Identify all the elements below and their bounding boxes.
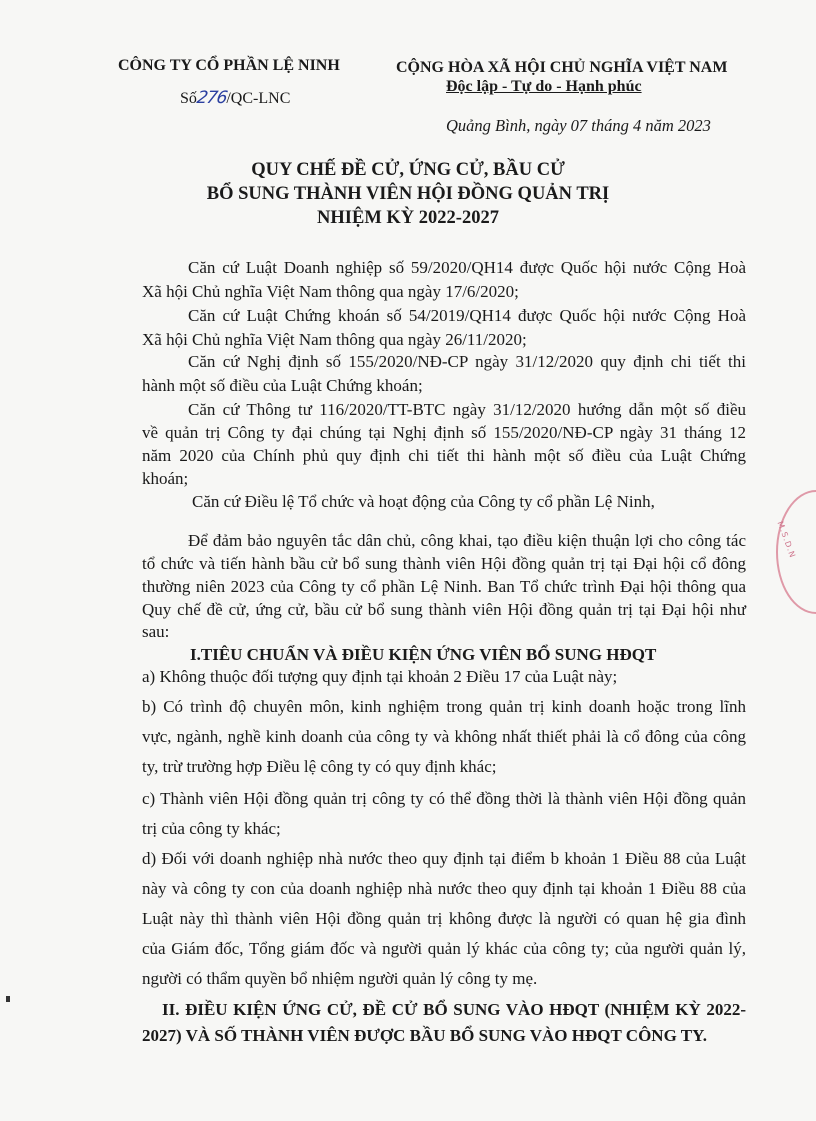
title-line-3: NHIỆM KỲ 2022-2027: [317, 208, 499, 228]
company-name: CÔNG TY CỔ PHẦN LỆ NINH: [118, 57, 340, 74]
section-1-item-b-line-3: ty, trừ trường hợp Điều lệ công ty có quy định khác;: [142, 757, 497, 776]
basis-3-line-1: Căn cứ Nghị định số 155/2020/NĐ-CP ngày 31/12/2020 quy định chi tiết thi: [188, 352, 746, 371]
basis-4-line-3: năm 2020 của Chính phủ quy định chi tiết thi hành một số điều của Luật Chứng: [142, 446, 746, 465]
document-number: [180, 88, 290, 108]
basis-4-line-2: về quản trị Công ty đại chúng tại Nghị định số 155/2020/NĐ-CP ngày 31 tháng 12: [142, 423, 746, 442]
section-1-item-c-line-1: c) Thành viên Hội đồng quản trị công ty có thể đồng thời là thành viên Hội đồng quản: [142, 789, 746, 808]
section-1-item-a: a) Không thuộc đối tượng quy định tại khoản 2 Điều 17 của Luật này;: [142, 667, 618, 686]
scan-mark: [6, 996, 10, 1002]
basis-4-line-1: Căn cứ Thông tư 116/2020/TT-BTC ngày 31/12/2020 hướng dẫn một số điều: [188, 400, 746, 419]
place-date: Quảng Bình, ngày 07 tháng 4 năm 2023: [446, 116, 711, 135]
basis-2-line-2: Xã hội Chủ nghĩa Việt Nam thông qua ngày 26/11/2020;: [142, 330, 527, 349]
national-motto: Độc lập - Tự do - Hạnh phúc: [446, 78, 642, 95]
doc-number-handwritten: 276: [195, 88, 229, 108]
section-2-heading-line-1: II. ĐIỀU KIỆN ỨNG CỬ, ĐỀ CỬ BỔ SUNG VÀO HĐQT (NHIỆM KỲ 2022-: [162, 1000, 746, 1019]
intro-line-1: Để đảm bảo nguyên tắc dân chủ, công khai, tạo điều kiện thuận lợi cho công tác: [188, 531, 746, 550]
company-stamp: [776, 490, 816, 614]
doc-number-prefix: Số: [180, 90, 197, 107]
doc-number-suffix: /QC-LNC: [226, 90, 291, 107]
basis-3-line-2: hành một số điều của Luật Chứng khoán;: [142, 376, 423, 395]
section-1-item-b-line-2: vực, ngành, nghề kinh doanh của công ty và không nhất thiết phải là cổ đông của công: [142, 727, 746, 746]
section-1-item-d-line-1: d) Đối với doanh nghiệp nhà nước theo quy định tại điểm b khoản 1 Điều 88 của Luật: [142, 849, 746, 868]
republic-name: CỘNG HÒA XÃ HỘI CHỦ NGHĨA VIỆT NAM: [396, 59, 728, 76]
intro-line-3: thường niên 2023 của Công ty cổ phần Lệ Ninh. Ban Tổ chức trình Đại hội thông qua: [142, 577, 746, 596]
section-1-item-d-line-2: này và công ty con của doanh nghiệp nhà nước theo quy định tại khoản 1 Điều 88 của: [142, 879, 746, 898]
basis-5: Căn cứ Điều lệ Tổ chức và hoạt động của Công ty cổ phần Lệ Ninh,: [192, 492, 655, 511]
section-1-item-c-line-2: trị của công ty khác;: [142, 819, 281, 838]
title-line-1: QUY CHẾ ĐỀ CỬ, ỨNG CỬ, BẦU CỬ: [251, 160, 565, 180]
section-1-item-d-line-5: người có thẩm quyền bổ nhiệm người quản lý công ty mẹ.: [142, 969, 538, 988]
section-1-heading: I.TIÊU CHUẨN VÀ ĐIỀU KIỆN ỨNG VIÊN BỔ SUNG HĐQT: [190, 645, 657, 664]
section-1-item-d-line-3: Luật này thì thành viên Hội đồng quản trị không được là người có quan hệ gia đình: [142, 909, 746, 928]
intro-line-5: sau:: [142, 622, 170, 641]
basis-1-line-1: Căn cứ Luật Doanh nghiệp số 59/2020/QH14 được Quốc hội nước Cộng Hoà: [188, 258, 746, 277]
section-2-heading-line-2: 2027) VÀ SỐ THÀNH VIÊN ĐƯỢC BẦU BỔ SUNG VÀO HĐQT CÔNG TY.: [142, 1026, 708, 1045]
basis-2-line-1: Căn cứ Luật Chứng khoán số 54/2019/QH14 được Quốc hội nước Cộng Hoà: [188, 306, 746, 325]
intro-line-2: tổ chức và tiến hành bầu cử bổ sung thành viên Hội đồng quản trị tại Đại hội cổ đông: [142, 554, 746, 573]
basis-1-line-2: Xã hội Chủ nghĩa Việt Nam thông qua ngày 17/6/2020;: [142, 282, 519, 301]
section-1-item-b-line-1: b) Có trình độ chuyên môn, kinh nghiệm trong quản trị kinh doanh hoặc trong lĩnh: [142, 697, 746, 716]
stamp-text: M.S.D.N: [775, 520, 798, 560]
title-line-2: BỔ SUNG THÀNH VIÊN HỘI ĐỒNG QUẢN TRỊ: [206, 184, 610, 204]
section-1-item-d-line-4: của Giám đốc, Tổng giám đốc và người quản lý khác của công ty; của người quản lý,: [142, 939, 746, 958]
basis-4-line-4: khoán;: [142, 469, 189, 488]
intro-line-4: Quy chế đề cử, ứng cử, bầu cử bổ sung thành viên Hội đồng quản trị tại Đại hội như: [142, 600, 746, 619]
